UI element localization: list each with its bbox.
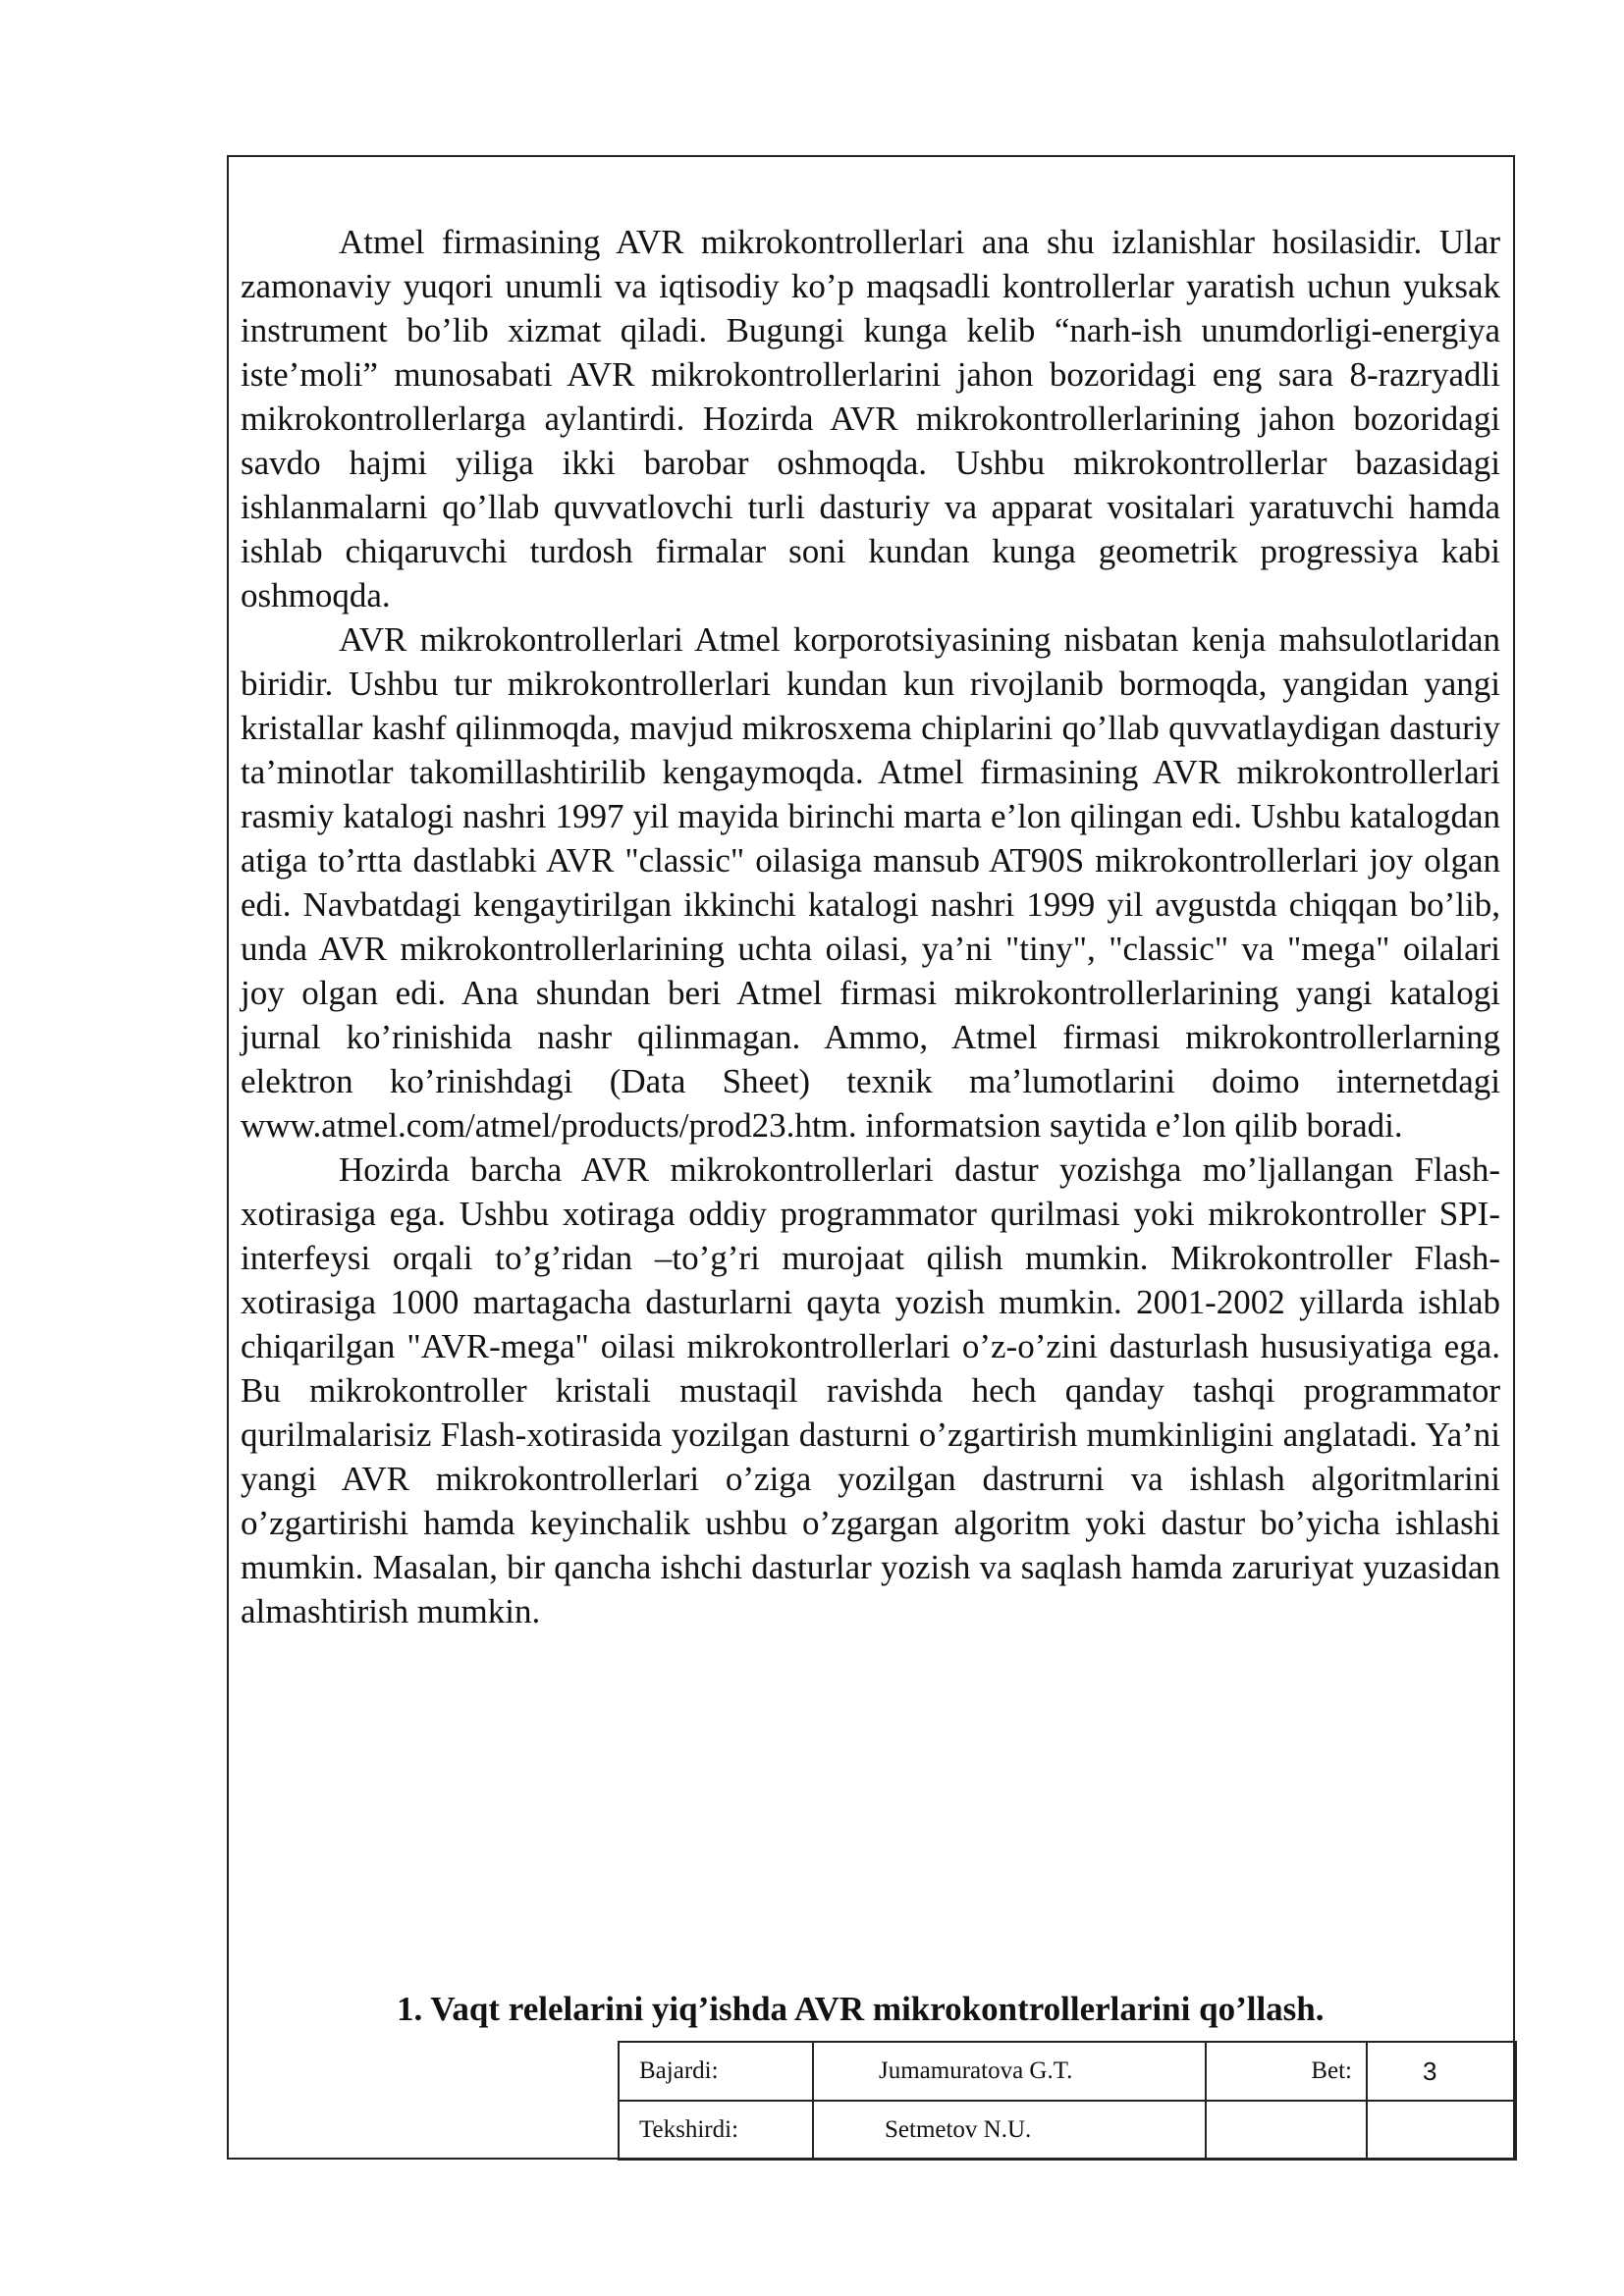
paragraph-3: Hozirda barcha AVR mikrokontrollerlari dastur yozishga mo’ljallangan Flash-xotirasiga ega. Ushbu xotiraga oddiy programmator qurilmasi yoki mikrokontroller SPI-interfeysi orqali to’g’ridan –to’g’ri murojaat qilish mumkin. Mikrokontroller Flash-xotirasiga 1000 martagacha dasturlarni qayta yozish mumkin. 2001-2002 yillarda ishlab chiqarilgan "AVR-mega" oilasi mikrokontrollerlari o’z-o’zini dasturlash hususiyatiga ega. Bu mikrokontroller kristali mustaqil ravishda hech qanday tashqi programmator qurilmalarisiz Flash-xotirasida yozilgan dasturni o’zgartirish mumkinligini anglatadi. Ya’ni yangi AVR mikrokontrollerlari o’ziga yozilgan dastrurni va ishlash algoritmlarini o’zgartirishi hamda keyinchalik ushbu o’zgargan algoritm yoki dastur bo’yicha ishlashi mumkin. Masalan, bir qancha ishchi dasturlar yozish va saqlash hamda zaruriyat yuzasidan almashtirish mumkin. (241, 1150, 1500, 1630)
section-heading: 1. Vaqt relelarini yiq’ishda AVR mikrokontrollerlarini qo’llash. (397, 1990, 1325, 2028)
paragraph-2: AVR mikrokontrollerlari Atmel korporotsiyasining nisbatan kenja mahsulotlaridan biridir. Ushbu tur mikrokontrollerlari kundan kun rivojlanib bormoqda, yangidan yangi kristallar kashf qilinmoqda, mavjud mikrosxema chiplarini qo’llab quvvatlaydigan dasturiy ta’minotlar takomillashtirilib kengaymoqda. Atmel firmasining AVR mikrokontrollerlari rasmiy katalogi nashri 1997 yil mayida birinchi marta e’lon qilingan edi. Ushbu katalogdan atiga to’rtta dastlabki AVR "classic" oilasiga mansub AT90S mikrokontrollerlari joy olgan edi. Navbatdagi kengaytirilgan ikkinchi katalogi nashri 1999 yil avgustda chiqqan bo’lib, unda AVR mikrokontrollerlarining uchta oilasi, ya’ni "tiny", "classic" va "mega" oilalari joy olgan edi. Ana shundan beri Atmel firmasi mikrokontrollerlarining yangi katalogi jurnal ko’rinishida nashr qilinmagan. Ammo, Atmel firmasi mikrokontrollerlarning elektron ko’rinishdagi (Data Sheet) texnik ma’lumotlarini doimo internetdagi www.atmel.com/atmel/products/prod23.htm. informatsion saytida e’lon qilib boradi. (241, 620, 1500, 1145)
page-number: 3 (1367, 2042, 1516, 2101)
stamp-row-checked-by (619, 2101, 1516, 2160)
done-by-name: Jumamuratova G.T. (813, 2042, 1206, 2101)
stamp-empty-cell-2 (1367, 2101, 1516, 2160)
page-label: Bet: (1206, 2042, 1367, 2101)
stamp-empty-cell-1 (1206, 2101, 1367, 2160)
stamp-row-done-by (619, 2042, 1516, 2101)
document-body (241, 220, 1500, 1633)
checked-by-label: Tekshirdi: (619, 2101, 813, 2160)
done-by-label: Bajardi: (619, 2042, 813, 2101)
title-block-stamp (618, 2041, 1517, 2161)
paragraph-1: Atmel firmasining AVR mikrokontrollerlari ana shu izlanishlar hosilasidir. Ular zamonaviy yuqori unumli va iqtisodiy ko’p maqsadli kontrollerlar yaratish uchun yuksak instrument bo’lib xizmat qiladi. Bugungi kunga kelib “narh-ish unumdorligi-energiya iste’moli” munosabati AVR mikrokontrollerlarini jahon bozoridagi eng sara 8-razryadli mikrokontrollerlarga aylantirdi. Hozirda AVR mikrokontrollerlarining jahon bozoridagi savdo hajmi yiliga ikki barobar oshmoqda. Ushbu mikrokontrollerlar bazasidagi ishlanmalarni qo’llab quvvatlovchi turli dasturiy va apparat vositalari yaratuvchi hamda ishlab chiqaruvchi turdosh firmalar soni kundan kunga geometrik progressiya kabi oshmoqda. (241, 223, 1500, 614)
checked-by-name: Setmetov N.U. (813, 2101, 1206, 2160)
